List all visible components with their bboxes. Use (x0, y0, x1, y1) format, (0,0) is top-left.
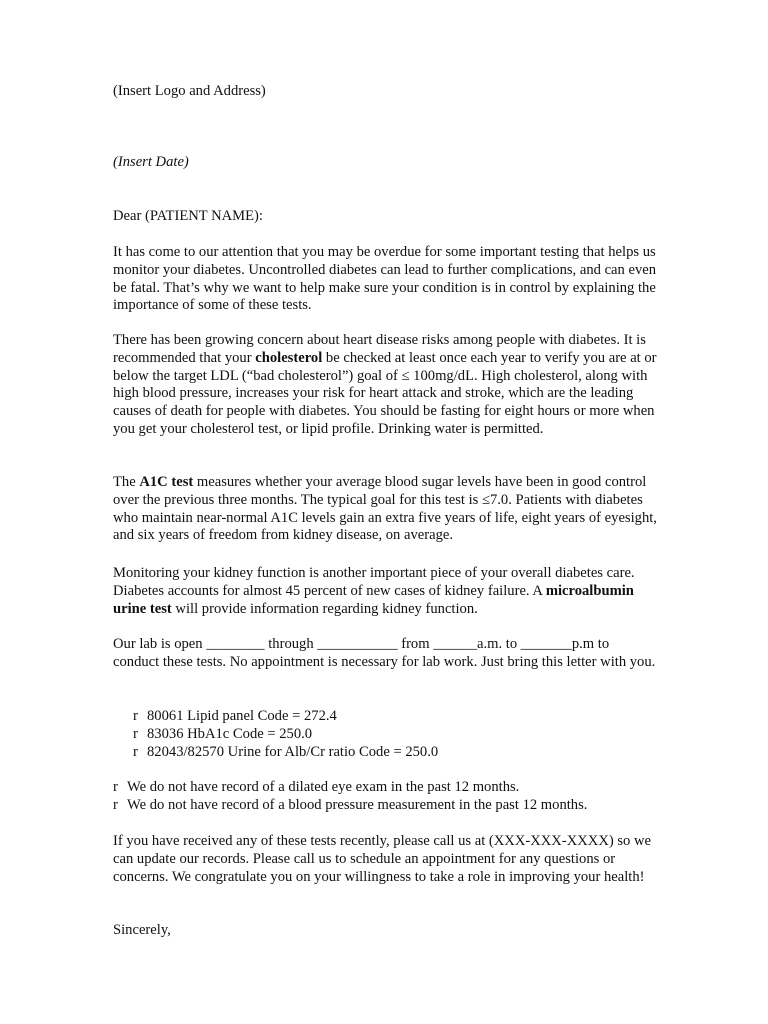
closing: Sincerely, (113, 922, 171, 938)
paragraph-intro: It has come to our attention that you may be overdue for some important testing that helps us monitor your diabetes. Uncontrolled diabetes can lead to further complications, and can even be fatal. That’s why we want to help make sure your condition is in control by explaining the importance of some of these tests. (113, 244, 657, 314)
lab-code-item (133, 726, 678, 744)
records-list (113, 779, 658, 815)
kidney-post: will provide information regarding kidney function. (171, 600, 478, 617)
checkbox-icon: r (133, 725, 138, 742)
record-item (113, 797, 658, 815)
paragraph-a1c (113, 474, 658, 545)
lab-code-text: 83036 HbA1c Code = 250.0 (147, 725, 313, 742)
a1c-post: measures whether your average blood sugar levels have been in good control over the previous three months. The typical goal for this test is ≤7.0. Patients with diabetes who maintain near-normal A1C levels gain an extra five years of life, eight years of eyesight, and six years of freedom from kidney disease, on average. (113, 474, 657, 544)
paragraph-cholesterol (113, 332, 658, 439)
logo-address-placeholder: (Insert Logo and Address) (113, 83, 266, 99)
cholesterol-pre: There has been growing concern about heart disease risks among people with diabetes. It is recommended that your (113, 332, 646, 366)
a1c-bold: A1C test (139, 474, 194, 490)
kidney-pre: Monitoring your kidney function is another important piece of your overall diabetes care. Diabetes accounts for almost 45 percent of new cases of kidney failure. A (113, 565, 635, 599)
cholesterol-post: be checked at least once each year to verify you are at or below the target LDL (“bad cholesterol”) goal of ≤ 100mg/dL. High cholesterol, along with high blood pressure, increases your risk for heart attack and stroke, which are the leading causes of death for people with diabetes. You should be fasting for eight hours or more when you get your cholesterol test, or lipid profile. Drinking water is permitted. (113, 349, 657, 437)
lab-code-text: 82043/82570 Urine for Alb/Cr ratio Code = 250.0 (147, 743, 439, 760)
paragraph-lab-hours: Our lab is open ________ through ___________ from ______a.m. to _______p.m to conduct these tests. No appointment is necessary for lab work. Just bring this letter with you. (113, 636, 656, 670)
lab-code-list (133, 708, 678, 761)
lab-code-item (133, 744, 678, 762)
record-text: We do not have record of a blood pressure measurement in the past 12 months. (127, 796, 588, 813)
checkbox-icon: r (113, 796, 118, 813)
lab-code-text: 80061 Lipid panel Code = 272.4 (147, 708, 337, 724)
paragraph-kidney (113, 565, 658, 618)
a1c-pre: The (113, 474, 140, 490)
date-text: (Insert Date) (113, 154, 189, 170)
lab-code-item (133, 708, 678, 726)
record-text: We do not have record of a dilated eye exam in the past 12 months. (127, 779, 520, 795)
checkbox-icon: r (133, 708, 138, 724)
record-item (113, 779, 658, 797)
cholesterol-bold: cholesterol (255, 349, 323, 366)
checkbox-icon: r (113, 779, 118, 795)
kidney-bold: microalbumin urine test (113, 582, 634, 617)
checkbox-icon: r (133, 743, 138, 760)
date-placeholder (113, 154, 658, 172)
greeting: Dear (PATIENT NAME): (113, 208, 263, 224)
paragraph-closing-info: If you have received any of these tests recently, please call us at (XXX-XXX-XXXX) so we can update our records. Please call us to schedule an appointment for any questions or concerns. We congratulate you on your willingness to take a role in improving your health! (113, 833, 652, 885)
